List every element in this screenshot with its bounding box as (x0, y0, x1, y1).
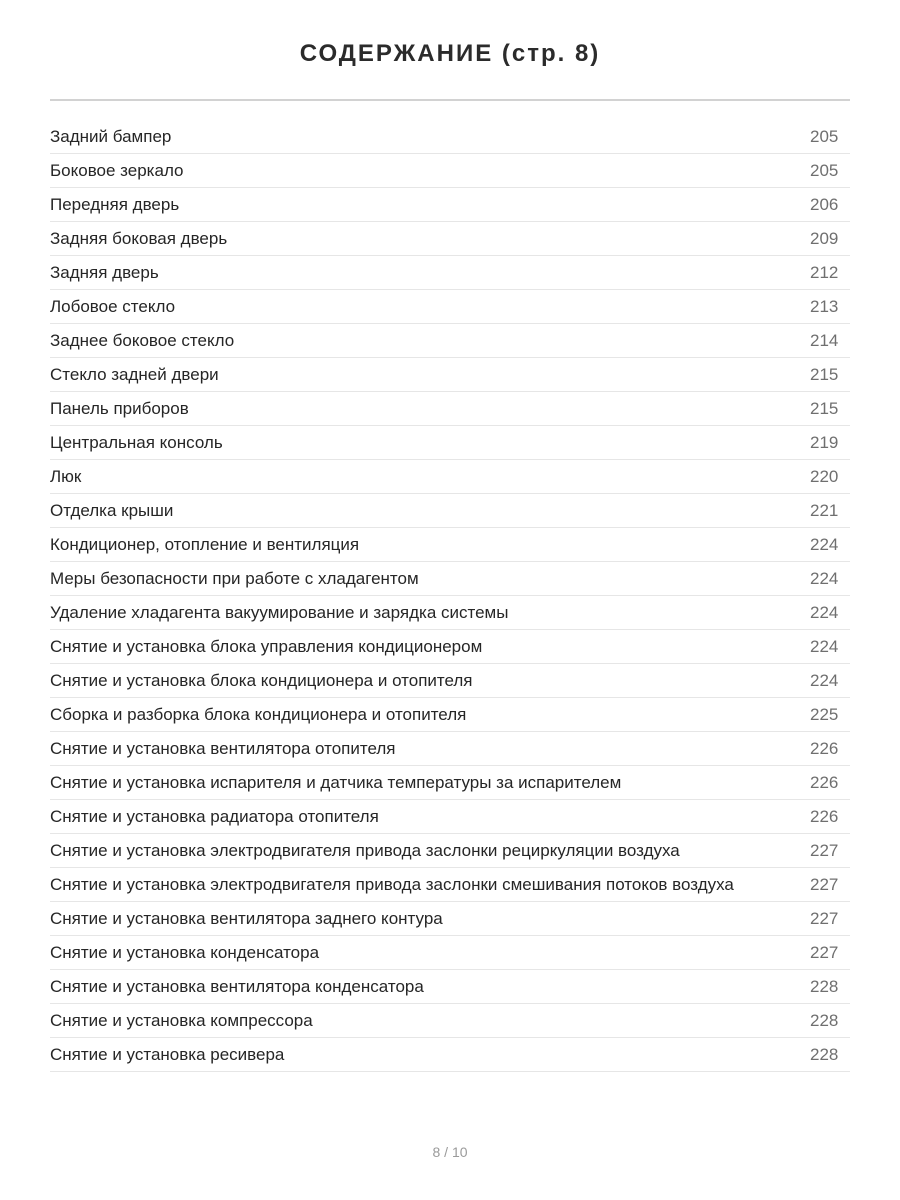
toc-entry[interactable] (50, 698, 850, 732)
toc-entry-page: 205 (810, 161, 839, 180)
toc-entry-label: Снятие и установка блока управления кондиционером (50, 637, 483, 656)
toc-entry-page: 227 (810, 909, 839, 928)
toc-entry[interactable] (50, 868, 850, 902)
toc-entry[interactable] (50, 460, 850, 494)
toc-entry-label: Отделка крыши (50, 501, 174, 520)
toc-entry-page: 224 (810, 603, 839, 622)
toc-entry-label: Снятие и установка радиатора отопителя (50, 807, 379, 826)
toc-entry-page: 225 (810, 705, 839, 724)
toc-entry[interactable] (50, 494, 850, 528)
toc-entry-label: Снятие и установка компрессора (50, 1011, 313, 1030)
toc-entry[interactable] (50, 732, 850, 766)
toc-entry-label: Центральная консоль (50, 433, 223, 452)
toc-entry[interactable] (50, 800, 850, 834)
toc-entry[interactable] (50, 596, 850, 630)
toc-entry[interactable] (50, 188, 850, 222)
toc-entry-page: 227 (810, 875, 839, 894)
toc-entry-page: 221 (810, 501, 839, 520)
toc-entry-label: Снятие и установка электродвигателя привода заслонки смешивания потоков воздуха (50, 875, 734, 894)
toc-entry-page: 226 (810, 739, 839, 758)
title-divider (50, 99, 850, 101)
toc-entry-page: 213 (810, 297, 839, 316)
toc-entry-page: 228 (810, 977, 839, 996)
toc-entry-page: 224 (810, 637, 839, 656)
toc-entry-page: 228 (810, 1045, 839, 1064)
toc-entry-label: Стекло задней двери (50, 365, 219, 384)
toc-entry-label: Лобовое стекло (50, 297, 176, 316)
toc-entry-label: Панель приборов (50, 399, 189, 418)
toc-entry-label: Снятие и установка электродвигателя привода заслонки рециркуляции воздуха (50, 841, 680, 860)
toc-entry-label: Боковое зеркало (50, 161, 184, 180)
toc-entry-page: 215 (810, 399, 839, 418)
toc-entry-label: Люк (50, 467, 82, 486)
toc-entry[interactable] (50, 834, 850, 868)
page-title: СОДЕРЖАНИЕ (стр. 8) (299, 40, 601, 67)
toc-entry[interactable] (50, 970, 850, 1004)
toc-entry-page: 226 (810, 773, 839, 792)
toc-entry-label: Снятие и установка вентилятора отопителя (50, 739, 396, 758)
toc-entry-label: Задний бампер (50, 127, 172, 146)
toc-entry-page: 226 (810, 807, 839, 826)
toc-entry-label: Снятие и установка конденсатора (50, 943, 320, 962)
toc-entry-label: Снятие и установка ресивера (50, 1045, 285, 1064)
toc-entry-label: Меры безопасности при работе с хладагентом (50, 569, 419, 588)
toc-entry-page: 215 (810, 365, 839, 384)
toc-entry-page: 224 (810, 569, 839, 588)
toc-entry-page: 206 (810, 195, 839, 214)
toc-entry-label: Сборка и разборка блока кондиционера и отопителя (50, 705, 467, 724)
toc-entry-page: 219 (810, 433, 839, 452)
toc-entry-label: Снятие и установка вентилятора заднего контура (50, 909, 443, 928)
toc-entry[interactable] (50, 222, 850, 256)
toc-entry-page: 224 (810, 535, 839, 554)
toc-entry-page: 227 (810, 841, 839, 860)
toc-entry-page: 220 (810, 467, 839, 486)
toc-entry[interactable] (50, 766, 850, 800)
toc-entry[interactable] (50, 1038, 850, 1072)
toc-entry-label: Снятие и установка вентилятора конденсатора (50, 977, 424, 996)
toc-entry[interactable] (50, 290, 850, 324)
toc-entry[interactable] (50, 664, 850, 698)
toc-entry-page: 205 (810, 127, 839, 146)
table-of-contents (50, 120, 850, 1072)
toc-entry[interactable] (50, 630, 850, 664)
toc-entry[interactable] (50, 936, 850, 970)
toc-entry-page: 214 (810, 331, 839, 350)
toc-entry[interactable] (50, 1004, 850, 1038)
toc-entry-page: 224 (810, 671, 839, 690)
toc-entry-label: Заднее боковое стекло (50, 331, 235, 350)
toc-entry[interactable] (50, 154, 850, 188)
toc-entry[interactable] (50, 392, 850, 426)
toc-entry[interactable] (50, 902, 850, 936)
toc-entry-label: Снятие и установка блока кондиционера и отопителя (50, 671, 473, 690)
toc-entry[interactable] (50, 562, 850, 596)
toc-entry[interactable] (50, 358, 850, 392)
toc-entry-label: Задняя боковая дверь (50, 229, 228, 248)
toc-entry[interactable] (50, 528, 850, 562)
page-number: 8 / 10 (432, 1144, 468, 1160)
toc-entry-page: 209 (810, 229, 839, 248)
toc-entry-label: Снятие и установка испарителя и датчика температуры за испарителем (50, 773, 622, 792)
toc-entry-label: Удаление хладагента вакуумирование и зарядка системы (50, 603, 509, 622)
toc-entry-label: Передняя дверь (50, 195, 180, 214)
toc-entry[interactable] (50, 256, 850, 290)
toc-entry-label: Кондиционер, отопление и вентиляция (50, 535, 360, 554)
toc-entry[interactable] (50, 324, 850, 358)
toc-entry[interactable] (50, 426, 850, 460)
toc-entry-label: Задняя дверь (50, 263, 159, 282)
toc-entry-page: 212 (810, 263, 839, 282)
toc-entry[interactable] (50, 120, 850, 154)
toc-entry-page: 227 (810, 943, 839, 962)
toc-entry-page: 228 (810, 1011, 839, 1030)
